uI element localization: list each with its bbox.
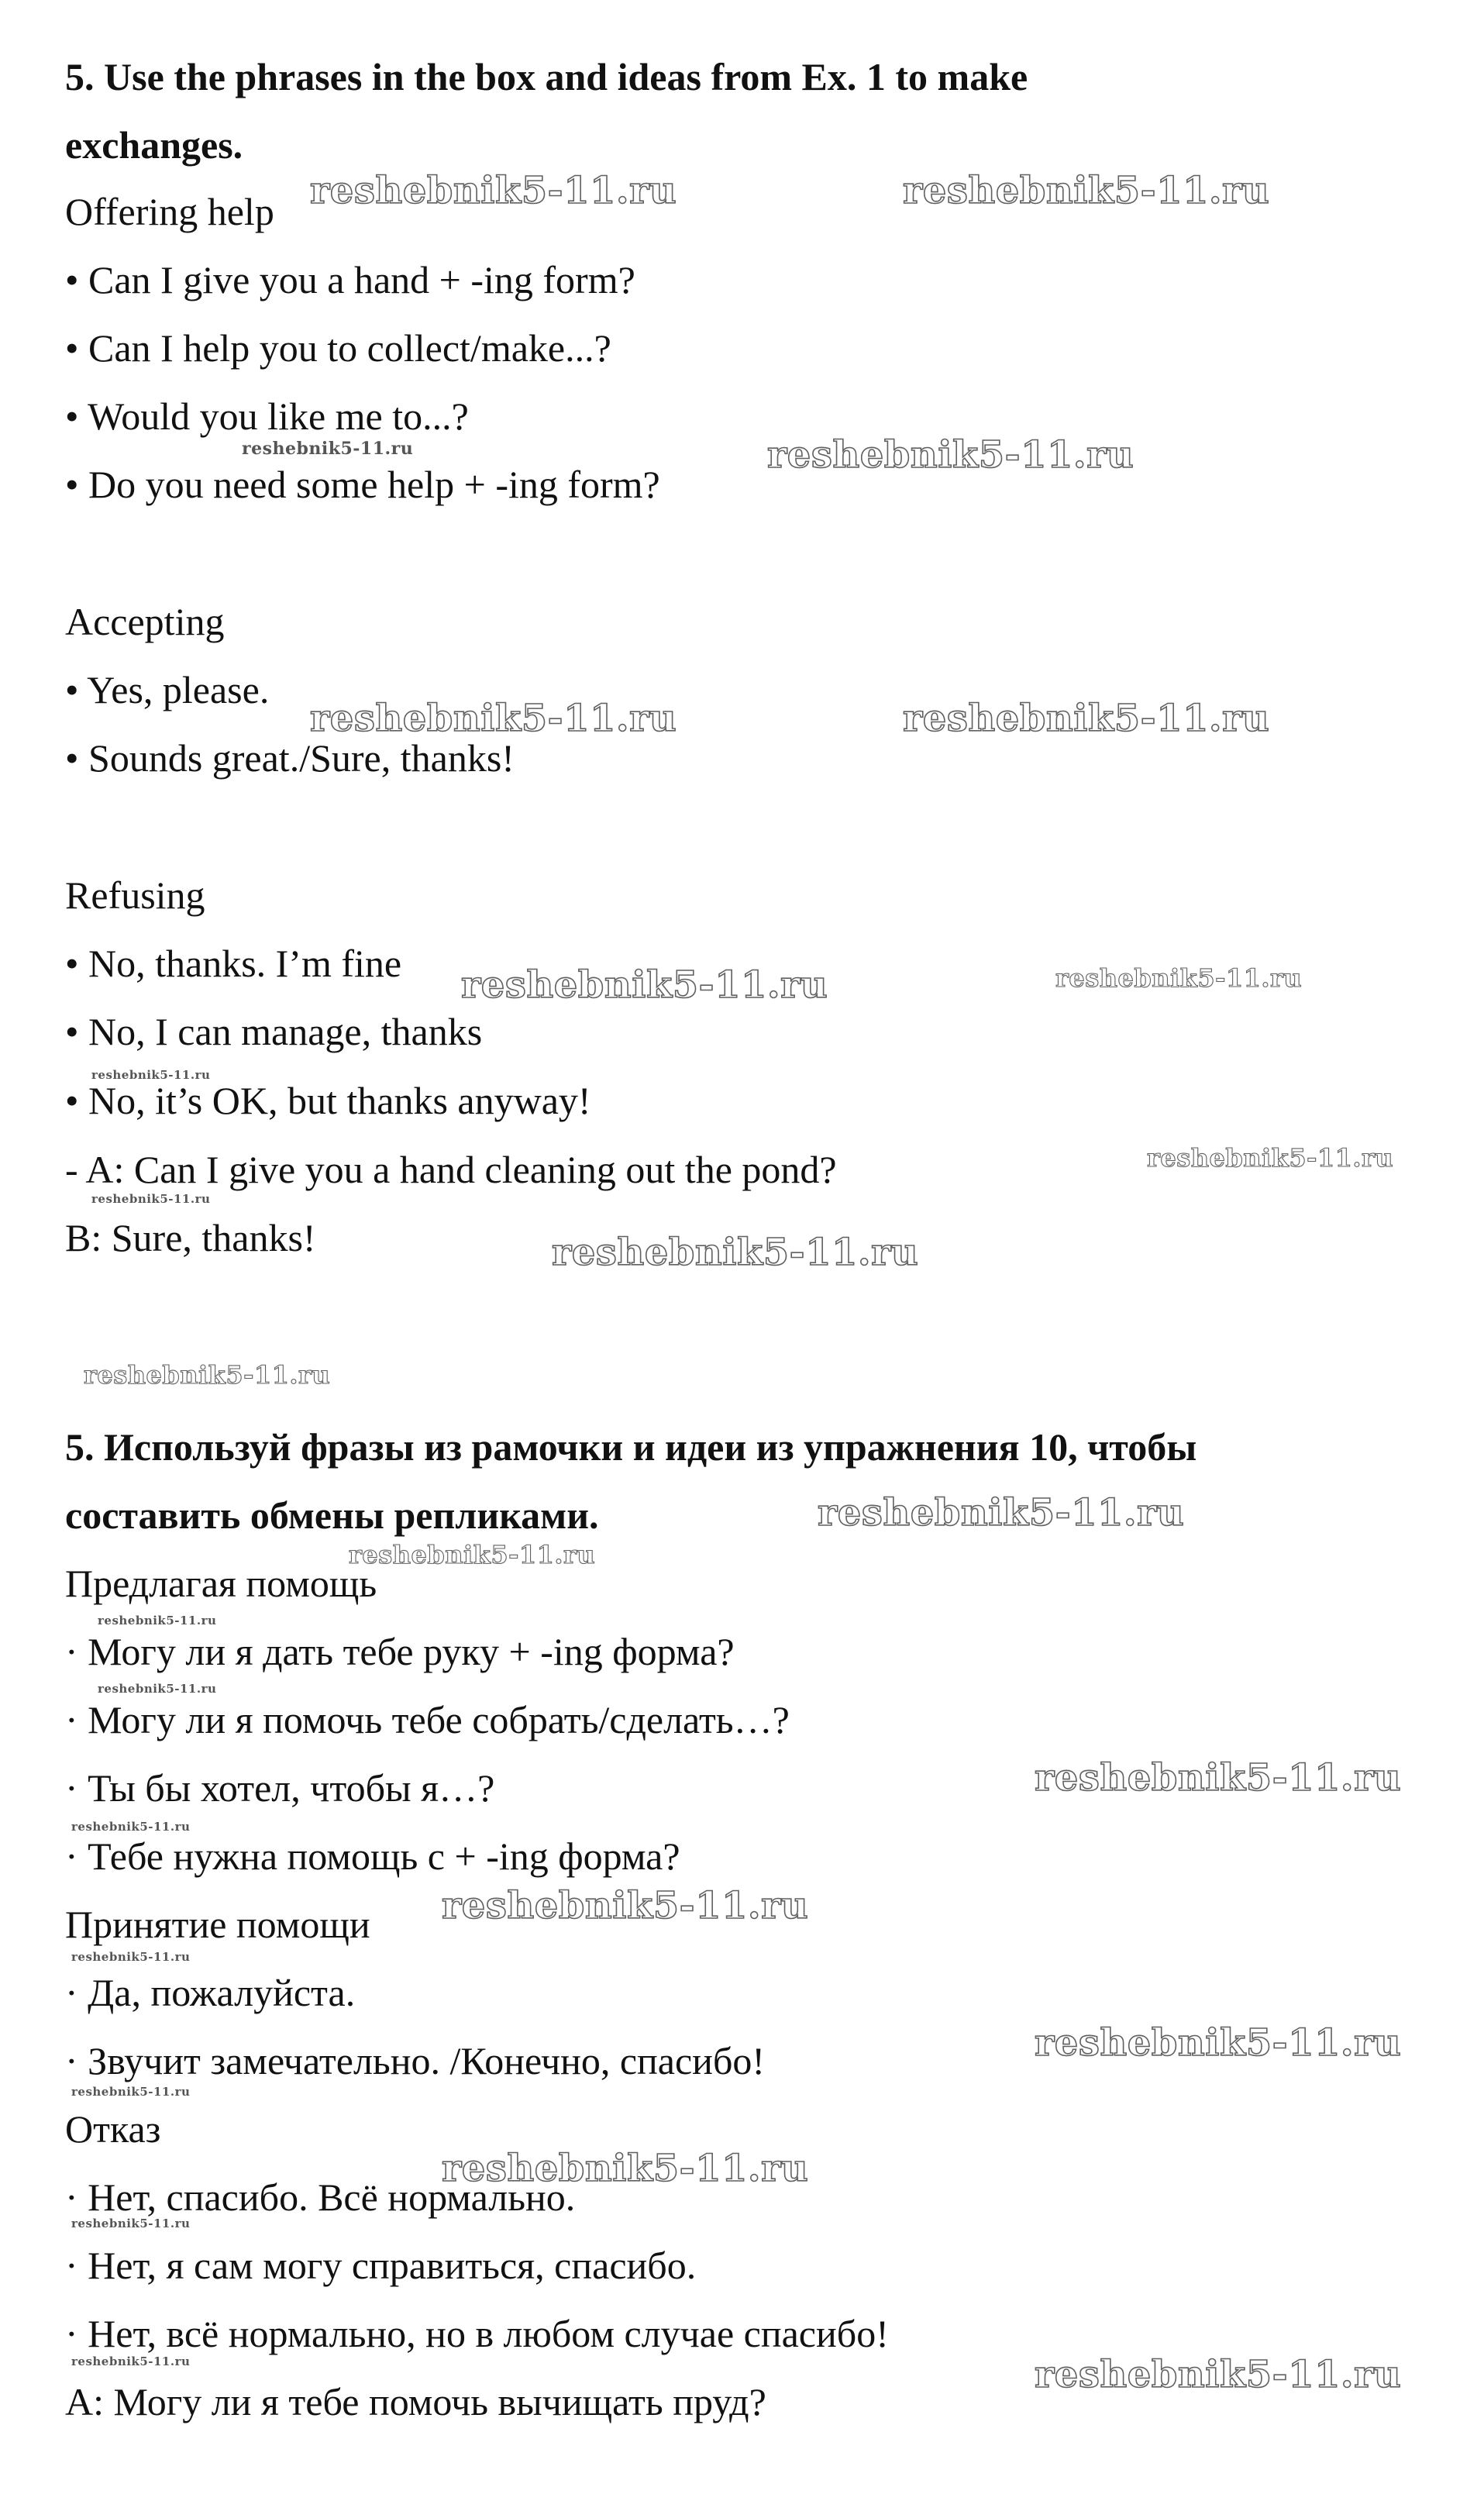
phrase-offering-ru-1: · Могу ли я дать тебе руку + -ing форма? [65,1630,735,1673]
phrase-refusing-ru-1: · Нет, спасибо. Всё нормально. [65,2175,576,2219]
phrase-refusing-2: • No, I can manage, thanks [65,1010,483,1053]
watermark: reshebnik5-11.ru [903,697,1270,740]
watermark: reshebnik5-11.ru [349,1540,596,1569]
watermark: reshebnik5-11.ru [552,1231,919,1274]
phrase-refusing-3: • No, it’s OK, but thanks anyway! [65,1079,591,1122]
phrase-accepting-ru-1: · Да, пожалуйста. [65,1971,356,2014]
phrase-refusing-ru-3: · Нет, всё нормально, но в любом случае спасибо! [65,2312,889,2355]
phrase-offering-ru-4: · Тебе нужна помощь с + -ing форма? [65,1834,680,1878]
phrase-offering-ru-3: · Ты бы хотел, чтобы я…? [65,1766,495,1810]
watermark: reshebnik5-11.ru [442,2147,809,2190]
watermark: reshebnik5-11.ru [71,2217,191,2230]
section-title-refusing-ru: Отказ [65,2107,161,2151]
section-title-offering-help-ru: Предлагая помощь [65,1562,377,1605]
watermark: reshebnik5-11.ru [903,169,1270,212]
watermark: reshebnik5-11.ru [71,2085,191,2099]
phrase-offering-3: • Would you like me to...? [65,394,469,438]
watermark: reshebnik5-11.ru [818,1491,1185,1535]
dialogue-line-b: B: Sure, thanks! [65,1216,316,1259]
exercise-heading-en-line2: exchanges. [65,123,243,167]
exercise-heading-ru-line2: составить обмены репликами. [65,1493,599,1537]
exercise-heading-en-line1: 5. Use the phrases in the box and ideas from Ex. 1 to make [65,55,1028,98]
phrase-accepting-ru-2: · Звучит замечательно. /Конечно, спасибо! [65,2039,766,2082]
watermark: reshebnik5-11.ru [84,1360,331,1390]
dialogue-line-a: - A: Can I give you a hand cleaning out the pond? [65,1148,837,1191]
section-title-accepting: Accepting [65,600,225,643]
phrase-offering-1: • Can I give you a hand + -ing form? [65,258,635,301]
exercise-heading-ru-line1: 5. Используй фразы из рамочки и идеи из упражнения 10, чтобы [65,1425,1197,1469]
phrase-offering-2: • Can I help you to collect/make...? [65,326,611,370]
section-title-offering-help: Offering help [65,190,274,233]
watermark: reshebnik5-11.ru [1035,1756,1402,1800]
watermark: reshebnik5-11.ru [98,1614,217,1628]
phrase-offering-ru-2: · Могу ли я помочь тебе собрать/сделать…? [65,1698,790,1741]
dialogue-line-a-ru: А: Могу ли я тебе помочь вычищать пруд? [65,2380,766,2423]
watermark: reshebnik5-11.ru [91,1068,211,1082]
watermark: reshebnik5-11.ru [461,963,828,1007]
phrase-refusing-1: • No, thanks. I’m fine [65,942,402,985]
watermark: reshebnik5-11.ru [1147,1143,1394,1173]
watermark: reshebnik5-11.ru [71,1950,191,1964]
watermark: reshebnik5-11.ru [98,1682,217,1696]
watermark: reshebnik5-11.ru [1055,963,1303,993]
watermark: reshebnik5-11.ru [71,1820,191,1834]
phrase-accepting-1: • Yes, please. [65,668,270,711]
watermark: reshebnik5-11.ru [310,697,677,740]
watermark: reshebnik5-11.ru [442,1884,809,1927]
watermark: reshebnik5-11.ru [767,433,1135,477]
watermark: reshebnik5-11.ru [71,2354,191,2368]
watermark: reshebnik5-11.ru [242,439,414,459]
section-title-accepting-ru: Принятие помощи [65,1903,370,1946]
phrase-refusing-ru-2: · Нет, я сам могу справиться, спасибо. [65,2244,697,2287]
watermark: reshebnik5-11.ru [1035,2021,1402,2065]
phrase-accepting-2: • Sounds great./Sure, thanks! [65,736,515,780]
section-title-refusing: Refusing [65,873,205,917]
watermark: reshebnik5-11.ru [1035,2353,1402,2396]
phrase-offering-4: • Do you need some help + -ing form? [65,463,660,506]
watermark: reshebnik5-11.ru [310,169,677,212]
watermark: reshebnik5-11.ru [91,1192,211,1206]
